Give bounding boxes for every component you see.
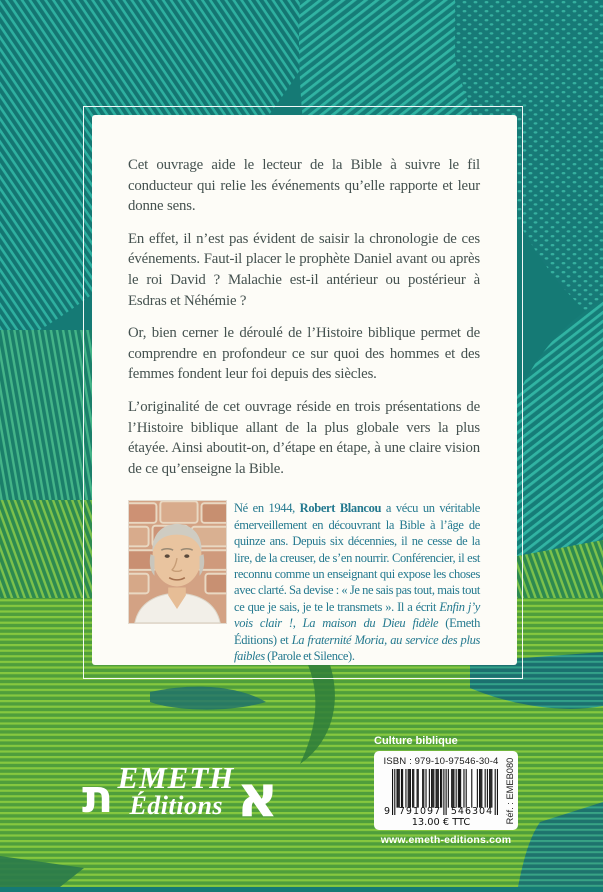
- author-bio: Né en 1944, Robert Blancou a vécu un véritable émerveillement en découvrant la Bible à l’âge de quinze ans. Depuis six décennies, il ne cesse de la lire, de la creuser, de s’en nourrir. Conférencier, il est reconnu comme un enseignant qui expose les choses avec clarté. Sa devise : « Je ne sais pas tout, mais tout ce que je sais, je te le transmets ». Il a écrit Enfin j’y vois clair !, La maison du Dieu fidèle (Emeth Éditions) et La fraternité Moria, au service des plus faibles (Parole et Silence).: [234, 501, 481, 663]
- price-label: 13.00 € TTC: [411, 817, 471, 828]
- publisher-logo-text: [117, 760, 235, 820]
- ean-digits-group2: 546304: [450, 806, 494, 817]
- ean-digit-left: 9: [383, 806, 391, 817]
- back-cover-card: [92, 115, 517, 665]
- author-section: [128, 500, 480, 664]
- hebrew-tav-letter: ת: [82, 769, 114, 823]
- blurb-paragraph-4: L’originalité de cet ouvrage réside en trois présentations de l’Histoire biblique allant de la plus globale vers la plus étayée. Ainsi aboutit-on, d’étape en étape, à une claire vision de ce qu’enseigne la Bible.: [128, 398, 480, 477]
- publisher-name: EMETH: [117, 760, 235, 795]
- website-link: www.emeth-editions.com: [380, 834, 512, 846]
- ean-digits-group1: 791097: [398, 806, 442, 817]
- ean-barcode: [383, 769, 498, 817]
- isbn-label: ISBN : 979-10-97546-30-4: [383, 756, 499, 767]
- blurb-paragraph-2: En effet, il n’est pas évident de saisir la chronologie de ces événements. Faut-il placer le prophète Daniel avant ou après le roi David ? Malachie est-il antérieur ou postérieur à Esdras et Néhémie ?: [128, 230, 480, 309]
- hebrew-aleph-letter: א: [236, 762, 279, 830]
- author-photo: [128, 500, 227, 624]
- barcode-box: [374, 751, 518, 830]
- reference-label: Réf. : EMEB080: [505, 757, 515, 824]
- category-label: Culture biblique: [374, 735, 458, 747]
- blurb-paragraph-3: Or, bien cerner le déroulé de l’Histoire biblique permet de comprendre en profondeur ce sur quoi des hommes et des femmes fondent leur foi depuis des siècles.: [128, 325, 480, 383]
- publisher-subtitle: Éditions: [129, 791, 224, 820]
- reference-column: [502, 751, 518, 830]
- blurb-paragraph-1: Cet ouvrage aide le lecteur de la Bible à suivre le fil conducteur qui relie les événements qu’elle rapporte et leur donne sens.: [128, 157, 480, 215]
- publisher-logo: [82, 760, 279, 830]
